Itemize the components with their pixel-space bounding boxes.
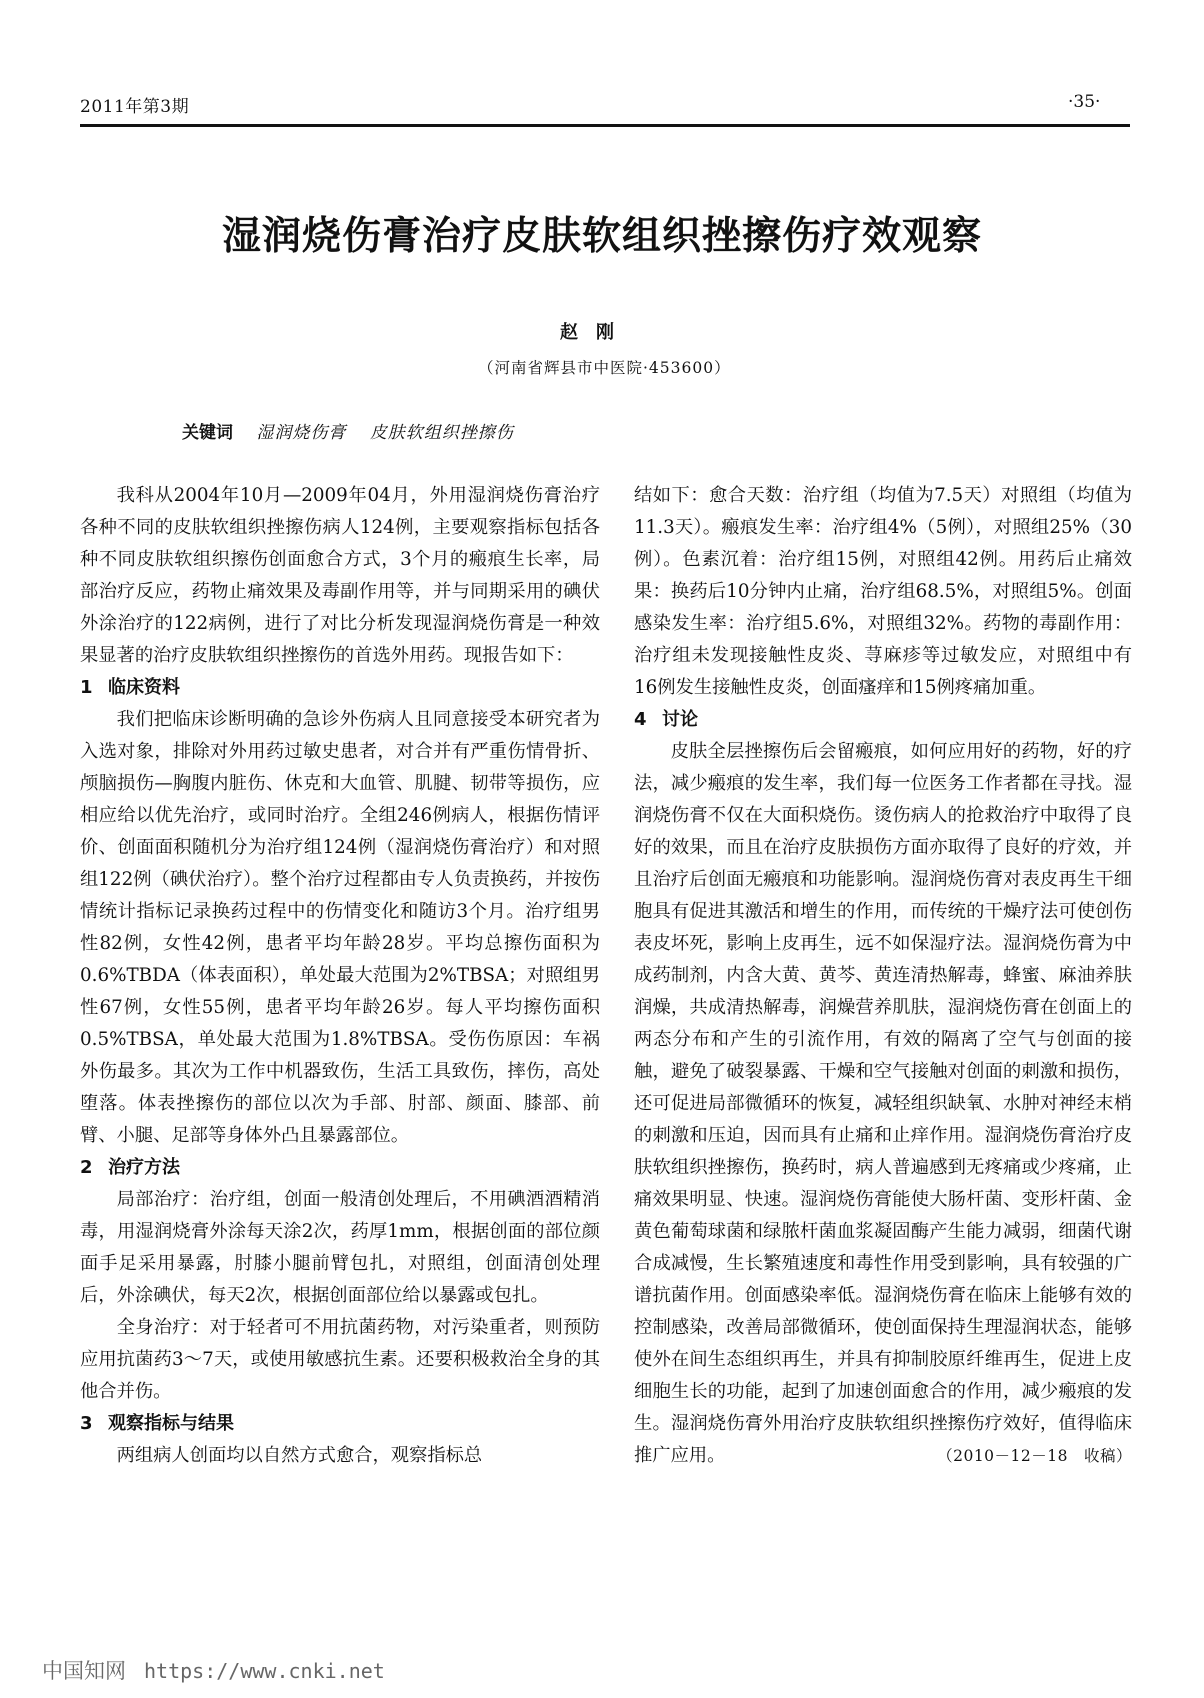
- keyword-term: 湿润烧伤膏: [256, 423, 347, 443]
- body-paragraph: 皮肤全层挫擦伤后会留瘢痕，如何应用好的药物，好的疗法，减少瘢痕的发生率，我们每一位医务工作者都在寻找。湿润烧伤膏不仅在大面积烧伤。烫伤病人的抢救治疗中取得了良好的效果，而且在治疗皮肤损伤方面亦取得了良好的疗效，并且治疗后创面无瘢痕和功能影响。湿润烧伤膏对表皮再生干细胞具有促进其激活和增生的作用，而传统的干燥疗法可使创伤表皮坏死，影响上皮再生，远不如保湿疗法。湿润烧伤膏为中成药制剂，内含大黄、黄芩、黄连清热解毒，蜂蜜、麻油养肤润燥，共成清热解毒，润燥营养肌肤，湿润烧伤膏在创面上的两态分布和产生的引流作用，有效的隔离了空气与创面的接触，避免了破裂暴露、干燥和空气接触对创面的刺激和损伤，还可促进局部微循环的恢复，减轻组织缺氧、水肿对神经末梢的刺激和压迫，因而具有止痛和止痒作用。湿润烧伤膏治疗皮肤软组织挫擦伤，换药时，病人普遍感到无疼痛或少疼痛，止痛效果明显、快速。湿润烧伤膏能使大肠杆菌、变形杆菌、金黄色葡萄球菌和绿脓杆菌血浆凝固酶产生能力减弱，细菌代谢合成减慢，生长繁殖速度和毒性作用受到影响，具有较强的广谱抗菌作用。创面感染率低。湿润烧伤膏在临床上能够有效的控制感染，改善局部微循环，使创面保持生理湿润状态，能够使外在间生态组织再生，并具有抑制胶原纤维再生，促进上皮细胞生长的功能，起到了加速创面愈合的作用，减少瘢痕的发生。湿润烧伤膏外用治疗皮肤软组织挫擦伤疗效好，值得临床推广应用。: [634, 741, 1132, 1466]
- section-number: 4: [634, 709, 647, 730]
- watermark-site: 中国知网: [42, 1659, 126, 1683]
- section-heading: [80, 1152, 600, 1184]
- received-date: （2010－12－18 收稿）: [937, 1447, 1132, 1465]
- keywords: [182, 418, 532, 443]
- section-number: 2: [80, 1157, 93, 1178]
- section-title: 讨论: [662, 709, 698, 730]
- section-title: 临床资料: [108, 677, 180, 698]
- section-title: 观察指标与结果: [108, 1413, 234, 1434]
- watermark: [42, 1655, 385, 1685]
- intro-paragraph: 我科从2004年10月—2009年04月，外用湿润烧伤膏治疗各种不同的皮肤软组织挫擦伤病人124例，主要观察指标包括各种不同皮肤软组织擦伤创面愈合方式，3个月的瘢痕生长率，局部治疗反应，药物止痛效果及毒副作用等，并与同期采用的碘伏外涂治疗的122病例，进行了对比分析发现湿润烧伤膏是一种效果显著的治疗皮肤软组织挫擦伤的首选外用药。现报告如下：: [80, 485, 600, 666]
- body-paragraph: 我们把临床诊断明确的急诊外伤病人且同意接受本研究者为入选对象，排除对外用药过敏史患者，对合并有严重伤情骨折、颅脑损伤—胸腹内脏伤、休克和大血管、肌腱、韧带等损伤，应相应给以优先治疗，或同时治疗。全组246例病人，根据伤情评价、创面面积随机分为治疗组124例（湿润烧伤膏治疗）和对照组122例（碘伏治疗）。整个治疗过程都由专人负责换药，并按伤情统计指标记录换药过程中的伤情变化和随访3个月。治疗组男性82例，女性42例，患者平均年龄28岁。平均总擦伤面积为0.6%TBDA（体表面积），单处最大范围为2%TBSA；对照组男性67例，女性55例，患者平均年龄26岁。每人平均擦伤面积0.5%TBSA，单处最大范围为1.8%TBSA。受伤伤原因：车祸外伤最多。其次为工作中机器致伤，生活工具致伤，摔伤，高处堕落。体表挫擦伤的部位以次为手部、肘部、颜面、膝部、前臂、小腿、足部等身体外凸且暴露部位。: [80, 709, 600, 1146]
- body-paragraph: 局部治疗：治疗组，创面一般清创处理后，不用碘酒酒精消毒，用湿润烧膏外涂每天涂2次，药厚1mm，根据创面的部位颜面手足采用暴露，肘膝小腿前臂包扎，对照组，创面清创处理后，外涂碘伏，每天2次，根据创面部位给以暴露或包扎。: [80, 1189, 600, 1306]
- section-heading: [80, 1408, 600, 1440]
- affiliation: （河南省辉县市中医院·453600）: [478, 359, 731, 377]
- body-paragraph-continued: 结如下：愈合天数：治疗组（均值为7.5天）对照组（均值为11.3天）。瘢痕发生率：治疗组4%（5例），对照组25%（30例）。色素沉着：治疗组15例，对照组42例。用药后止痛效果：换药后10分钟内止痛，治疗组68.5%，对照组5%。创面感染发生率：治疗组5.6%，对照组32%。药物的毒副作用：治疗组未发现接触性皮炎、荨麻疹等过敏发应，对照组中有16例发生接触性皮炎，创面瘙痒和15例疼痛加重。: [634, 485, 1132, 698]
- section-number: 3: [80, 1413, 93, 1434]
- section-heading: [80, 672, 600, 704]
- keyword-term: 皮肤软组织挫擦伤: [369, 423, 514, 443]
- author: 赵刚: [560, 322, 632, 343]
- article-title: 湿润烧伤膏治疗皮肤软组织挫擦伤疗效观察: [221, 213, 982, 259]
- section-heading: [634, 704, 1132, 736]
- right-column: [634, 480, 1132, 1472]
- body-paragraph: 全身治疗：对于轻者可不用抗菌药物，对污染重者，则预防应用抗菌药3～7天，或使用敏感抗生素。还要积极救治全身的其他合并伤。: [80, 1317, 600, 1402]
- header-rule: [80, 124, 1130, 127]
- left-column: [80, 480, 600, 1472]
- section-title: 治疗方法: [108, 1157, 180, 1178]
- body-paragraph: 两组病人创面均以自然方式愈合，观察指标总: [116, 1445, 483, 1466]
- watermark-url[interactable]: https://www.cnki.net: [144, 1659, 385, 1683]
- keywords-label: 关键词: [182, 423, 233, 443]
- section-number: 1: [80, 677, 93, 698]
- header-issue: 2011年第3期: [80, 97, 190, 117]
- header-page-number: ·35·: [1068, 92, 1101, 112]
